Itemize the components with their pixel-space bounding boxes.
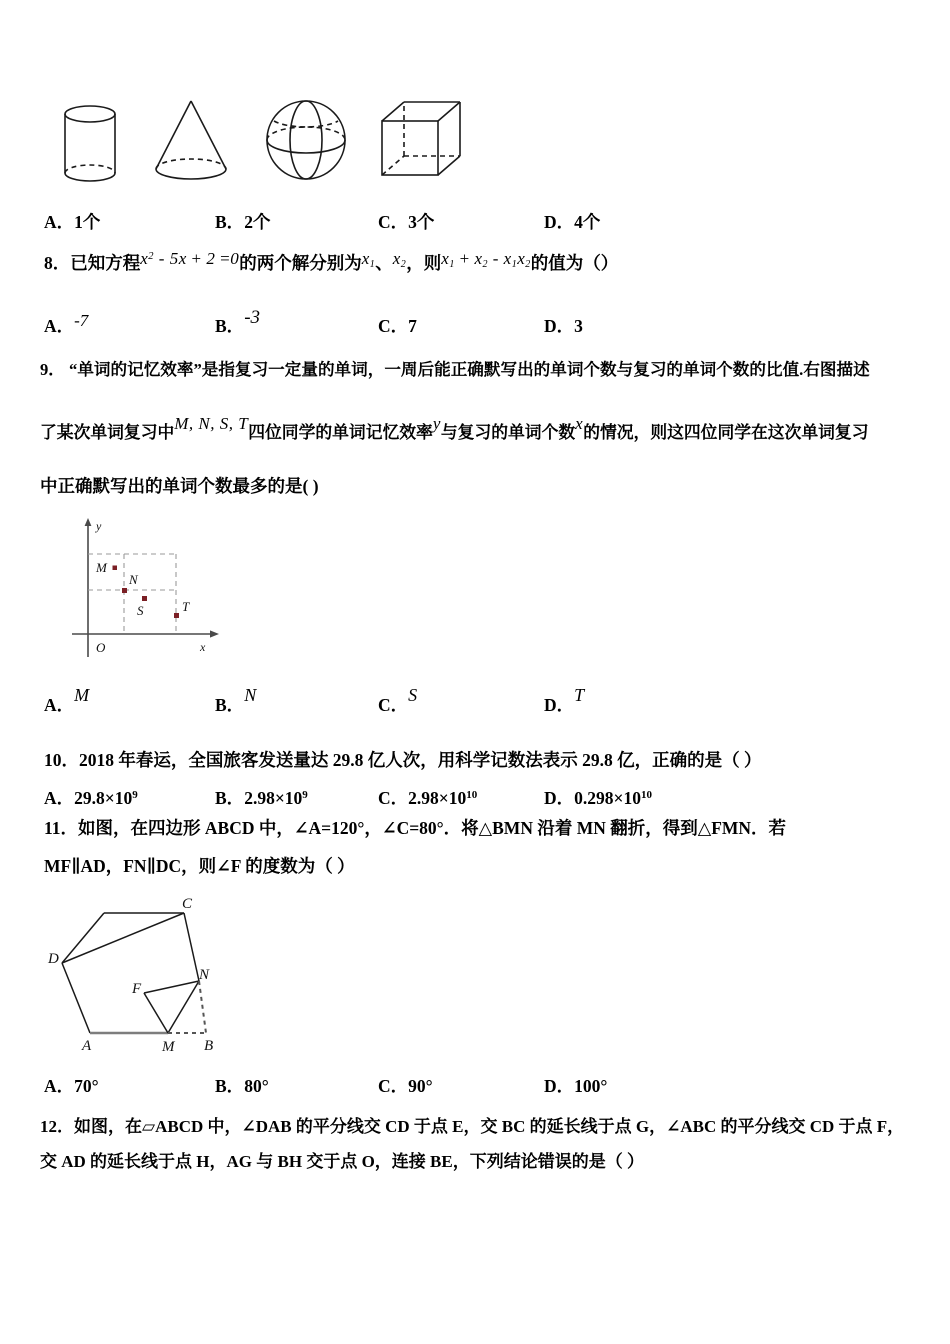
y-axis-arrow [85,518,92,526]
sphere-icon [267,101,345,179]
q8-options-row [44,307,914,339]
segment-CN [184,913,199,981]
q8-equation: $x^2 - 5x + 2 =0$ [140,249,240,268]
cone-icon [156,101,226,179]
q9-option-d[interactable]: D．T [544,685,585,715]
q10-option-d[interactable]: D．$0.298\times 10^{10}$ [544,788,652,808]
q8-text-2: 的两个解分别为 [239,253,362,273]
label-x-axis: x [200,640,206,654]
q11-line-1: 11．如图，在四边形 ABCD 中，∠A=120°，∠C=80°．将△BMN 沿着 MN 翻折，得到△FMN．若 [44,818,787,838]
q9-line-1: 9． “单词的记忆效率”是指复习一定量的单词，一周后能正确默写出的单词个数与复习的单词个数的比值.右图描述 [40,360,870,379]
q8-option-d[interactable]: D．3 [544,316,583,336]
q10-options-row [44,785,914,811]
segment-DC [62,913,184,963]
q9-number: 9． [40,360,65,379]
q9-option-c[interactable]: C．S [378,685,418,715]
q8-root-1: $x_1$ [361,249,376,270]
q8-text-1: 已知方程 [70,253,141,273]
label-F: F [132,981,142,997]
label-C: C [182,896,193,912]
q10-option-c[interactable]: C．$2.98\times 10^{10}$ [378,788,478,808]
q11-option-b[interactable]: B．80° [215,1076,269,1096]
q8-option-b[interactable]: B．-3 [215,307,261,336]
q12-number: 12． [40,1117,74,1136]
point-N [122,588,127,593]
triangle-fmn [144,981,199,1033]
solids-figure [48,95,468,200]
point-S [142,596,147,601]
q9-line-2: 了某次单词复习中M, N, S, T四位同学的单词记忆效率y与复习的单词个数x的情况，则这四位同学在这次单词复习 [40,414,869,442]
data-points [113,566,180,619]
q8-option-a[interactable]: A．-7 [44,311,89,336]
q7-option-b[interactable]: B．2个 [215,212,271,232]
q9-var-y: y [432,414,441,433]
label-D: D [48,951,59,967]
q10-number: 10． [44,750,79,770]
q8-expression: $x_1 + x_2 - x_1x_2$ [441,249,531,270]
q11-number: 11． [44,818,79,838]
q8-root-2: $x_2$ [392,249,407,270]
q9-scatter-svg [72,512,232,667]
q9-vars: M, N, S, T [174,414,249,433]
q12-line-1: 12．如图，在▱ABCD 中，∠DAB 的平分线交 CD 于点 E，交 BC 的延长线于点 G，∠ABC 的平分线交 CD 于点 F， [40,1117,905,1136]
q8-text-3: ，则 [406,253,442,273]
q7-option-a[interactable]: A．1个 [44,212,101,232]
q11-option-a[interactable]: A．70° [44,1076,99,1096]
cube-icon [382,102,460,175]
q9-scatter-figure [72,512,232,667]
q9-line-3: 中正确默写出的单词个数最多的是( ) [40,476,319,496]
segment-MN [168,981,199,1033]
label-M: M [162,1039,175,1055]
q9-options-row [44,685,914,718]
label-A: A [82,1038,92,1054]
q9-option-a[interactable]: A．M [44,685,90,715]
label-M: M [96,560,107,575]
q10-option-a[interactable]: A．$29.8\times 10^9$ [44,788,138,808]
label-T: T [182,599,190,614]
q8-text-4: 的值为（） [530,253,619,273]
q11-option-c[interactable]: C．90° [378,1076,433,1096]
q11-option-d[interactable]: D．100° [544,1076,608,1096]
x-axis-arrow [210,630,219,637]
q11-line-2: MF∥AD，FN∥DC，则∠F 的度数为（ ） [44,856,355,876]
quadrilateral-abcd [62,913,184,1033]
point-M [113,566,118,571]
label-N: N [129,572,138,587]
cylinder-icon [65,106,115,181]
q7-option-c[interactable]: C．3个 [378,212,435,232]
segment-FM [144,993,168,1033]
q11-options-row [44,1073,914,1099]
q12-line-2: 交 AD 的延长线于点 H，AG 与 BH 交于点 O，连接 BE，下列结论错误的是（ ） [40,1152,644,1171]
q11-geometry-figure [44,893,269,1058]
q9-option-b[interactable]: B．N [215,685,257,715]
segment-NB-dashed [199,981,206,1033]
point-T [174,613,179,618]
label-y-axis: y [96,519,102,533]
label-O: O [96,640,106,655]
q8-sep: 、 [375,253,393,273]
label-B: B [204,1038,214,1054]
q8-number: 8． [44,253,71,273]
q7-option-d[interactable]: D．4个 [544,212,601,232]
q8-stem [44,249,619,275]
label-N: N [199,967,210,983]
q10-option-b[interactable]: B．$2.98\times 10^9$ [215,788,308,808]
label-S: S [137,603,144,618]
q9-var-x: x [575,414,584,433]
q7-options-row [44,209,914,235]
q10-stem: 10．2018 年春运，全国旅客发送量达 29.8 亿人次，用科学记数法表示 29.8 亿，正确的是（ ） [44,750,762,770]
segment-FN [144,981,199,993]
q8-option-c[interactable]: C．7 [378,316,417,336]
dashed-triangle-bmn [168,981,206,1033]
solids-svg [48,95,468,200]
q11-geometry-svg [44,893,269,1058]
